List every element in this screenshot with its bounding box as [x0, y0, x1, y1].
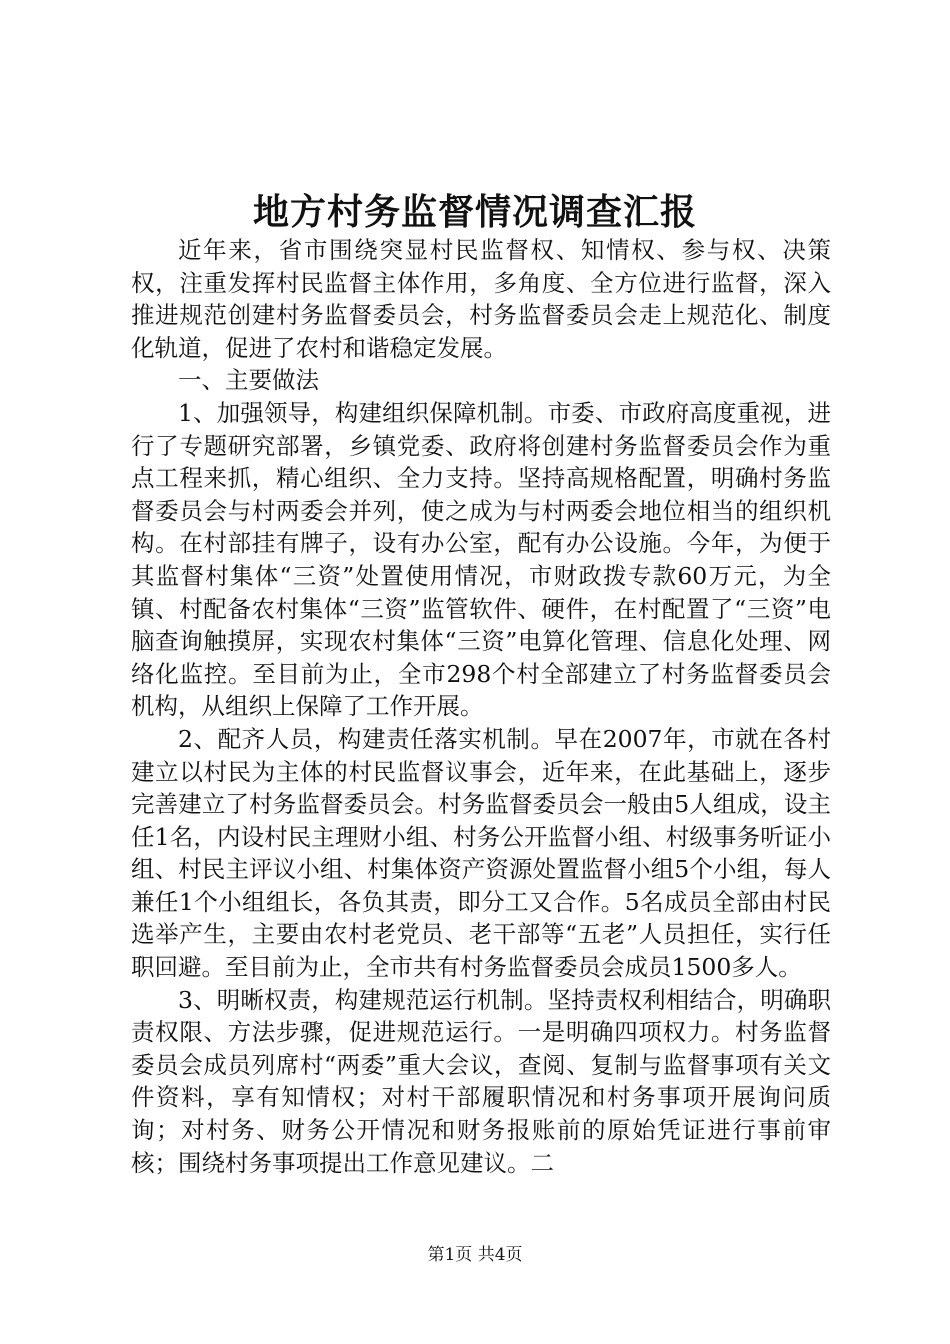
- document-title: 地方村务监督情况调查汇报: [252, 191, 697, 233]
- section-heading-main-practices: 一、主要做法: [178, 366, 319, 395]
- paragraph-intro: 近年来，省市围绕突显村民监督权、知情权、参与权、决策权，注重发挥村民监督主体作用，多角度、全方位进行监督，深入推进规范创建村务监督委员会，村务监督委员会走上规范化、制度化轨道，促进了农村和谐稳定发展。: [131, 236, 831, 362]
- paragraph-item-2: 2、配齐人员，构建责任落实机制。早在2007年，市就在各村建立以村民为主体的村民监督议事会，近年来，在此基础上，逐步完善建立了村务监督委员会。村务监督委员会一般由5人组成，设主任1名，内设村民主理财小组、村务公开监督小组、村级事务听证小组、村民主评议小组、村集体资产资源处置监督小组5个小组，每人兼任1个小组组长，各负其责，即分工又合作。5名成员全部由村民选举产生，主要由农村老党员、老干部等“五老”人员担任，实行任职回避。至目前为止，全市共有村务监督委员会成员1500多人。: [131, 724, 831, 982]
- document-body: [131, 234, 831, 1179]
- paragraph-item-3: 3、明晰权责，构建规范运行机制。坚持责权利相结合，明确职责权限、方法步骤，促进规范运行。一是明确四项权力。村务监督委员会成员列席村“两委”重大会议，查阅、复制与监督事项有关文件资料，享有知情权；对村干部履职情况和村务事项开展询问质询；对村务、财务公开情况和财务报账前的原始凭证进行事前审核；围绕村务事项提出工作意见建议。二: [131, 985, 831, 1177]
- paragraph-item-1: 1、加强领导，构建组织保障机制。市委、市政府高度重视，进行了专题研究部署，乡镇党委、政府将创建村务监督委员会作为重点工程来抓，精心组织、全力支持。坚持高规格配置，明确村务监督委员会与村两委会并列，使之成为与村两委会地位相当的组织机构。在村部挂有牌子，设有办公室，配有办公设施。今年，为便于其监督村集体“三资”处置使用情况，市财政拨专款60万元，为全镇、村配备农村集体“三资”监管软件、硬件，在村配置了“三资”电脑查询触摸屏，实现农村集体“三资”电算化管理、信息化处理、网络化监控。至目前为止，全市298个村全部建立了村务监督委员会机构，从组织上保障了工作开展。: [131, 398, 831, 721]
- page-number-footer: 第1页 共4页: [427, 1245, 523, 1265]
